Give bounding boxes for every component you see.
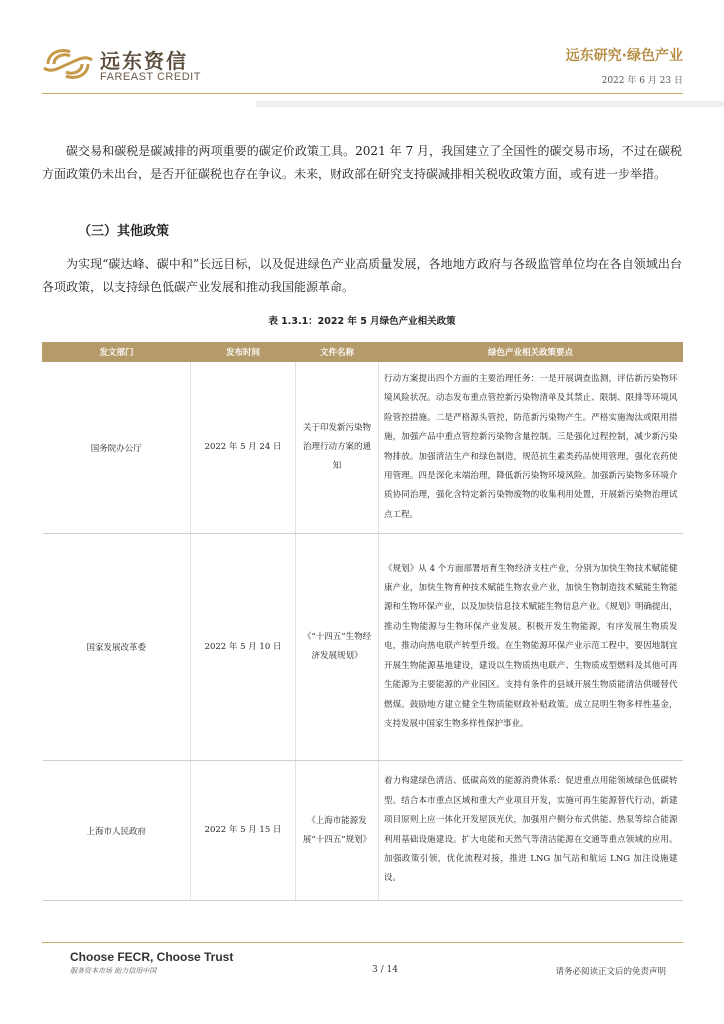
report-date: 2022 年 6 月 23 日 [601,76,683,86]
page-number: 3 / 14 [372,965,398,975]
header-divider [42,93,683,94]
policy-points: 《规划》从 4 个方面部署培育生物经济支柱产业，分别为加快生物技术赋能健康产业，加快生物育种技术赋能生物农业产业，加快生物制造技术赋能生物能源和生物环保产业，以及加快信息技术赋能生物信息产业。《规划》明确提出，推动生物能源与生物环保产业发展。积极开发生物能源，有序发展生物质发电，推动向热电联产转型升级。在生物能源环保产业示范工程中，要因地制宜开展生物能源基地建设，建设以生物质热电联产、生物质成型燃料及其他可再生能源为主要能源的产业园区。支持有条件的县域开展生物质能清洁供暖替代燃煤。鼓励地方建立健全生物质能财政补贴政策。成立昆明生物多样性基金，支持发展中国家生物多样性保护事业。 [379,534,683,761]
table-caption: 表 1.3.1：2022 年 5 月绿色产业相关政策 [268,316,456,327]
document-name: 《“十四五”生物经济发展规划》 [296,534,379,761]
issuing-department: 国务院办公厅 [43,362,191,534]
column-header: 绿色产业相关政策要点 [379,343,683,362]
release-date: 2022 年 5 月 10 日 [191,534,296,761]
table-header-row [43,343,683,362]
table-row [43,362,683,534]
column-header: 发布时间 [191,343,296,362]
brand-name-en: FAREAST CREDIT [100,71,201,83]
paragraph-other-policies: 为实现“碳达峰、碳中和”长远目标，以及促进绿色产业高质量发展，各地地方政府与各级监管单位均在各自领域出台各项政策，以支持绿色低碳产业发展和推动我国能源革命。 [42,257,682,294]
column-header: 发文部门 [43,343,191,362]
release-date: 2022 年 5 月 15 日 [191,761,296,901]
table-row [43,761,683,901]
header-band [256,101,724,107]
section-heading: （三）其他政策 [78,224,170,239]
issuing-department: 国家发展改革委 [43,534,191,761]
footer-slogan: Choose FECR, Choose Trust [70,950,234,964]
fareast-credit-logo-icon [42,44,94,84]
table-row [43,534,683,761]
paragraph-carbon-pricing: 碳交易和碳税是碳减排的两项重要的碳定价政策工具。2021 年 7 月，我国建立了全国性的碳交易市场，不过在碳税方面政策仍未出台，是否开征碳税也存在争议。未来，财政部在研究支持碳减排相关税收政策方面，或有进一步举措。 [42,144,682,181]
issuing-department: 上海市人民政府 [43,761,191,901]
policy-table [42,342,683,901]
policy-points: 行动方案提出四个方面的主要治理任务：一是开展调查监测，评估新污染物环境风险状况。动态发布重点管控新污染物清单及其禁止、限制、限排等环境风险管控措施。二是严格源头管控，防范新污染物产生。严格实施淘汰或限用措施，加强产品中重点管控新污染物含量控制。三是强化过程控制，减少新污染物排放。加强清洁生产和绿色制造，规范抗生素类药品使用管理，强化农药使用管理。四是深化末端治理，降低新污染物环境风险。加强新污染物多环境介质协同治理，强化含特定新污染物废物的收集利用处置，开展新污染物治理试点工程。 [379,362,683,534]
document-name: 关于印发新污染物治理行动方案的通知 [296,362,379,534]
document-name: 《上海市能源发展“十四五”规划》 [296,761,379,901]
footer-divider [42,942,683,943]
brand-name: 远东资信 [100,49,188,73]
report-series-title: 远东研究·绿色产业 [565,48,683,64]
column-header: 文件名称 [296,343,379,362]
footer-disclaimer: 请务必阅读正文后的免责声明 [555,967,666,977]
footer-tagline: 服务资本市场 助力信用中国 [70,967,157,975]
release-date: 2022 年 5 月 24 日 [191,362,296,534]
policy-points: 着力构建绿色清洁、低碳高效的能源消费体系：促进重点用能领域绿色低碳转型。结合本市重点区域和重大产业项目开发，实施可再生能源替代行动，新建项目原则上应一体化开发屋顶光伏，加强用户侧分布式供能、热泵等综合能源利用基础设施建设。扩大电能和天然气等清洁能源在交通等重点领域的应用。加强政策引领，优化流程对接，推进 LNG 加气站和航运 LNG 加注设施建设。 [379,761,683,901]
